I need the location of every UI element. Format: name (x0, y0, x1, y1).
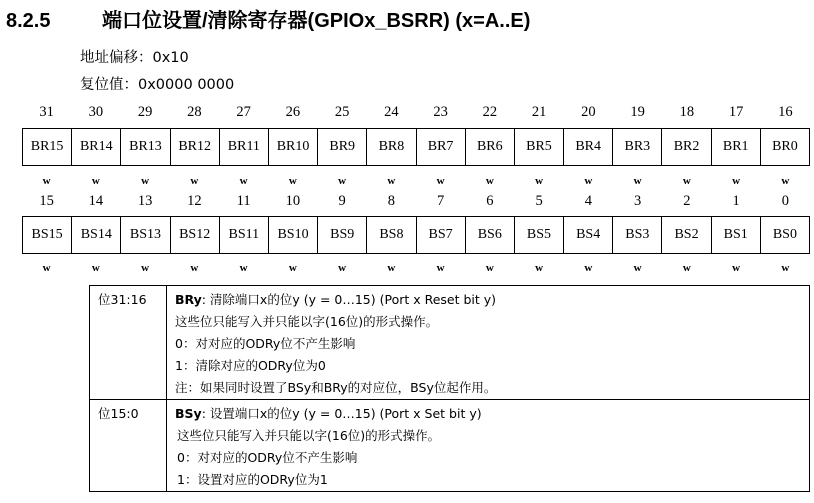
register-field: BR9 (317, 129, 366, 165)
bit-number: 27 (236, 104, 251, 120)
register-field: BS15 (31, 227, 63, 242)
description-title (175, 403, 809, 425)
access-type: w (239, 175, 248, 187)
access-type: w (436, 262, 445, 274)
register-field: BR11 (219, 129, 268, 165)
section-title: 端口位设置/清除寄存器(GPIOx_BSRR) (x=A..E) (102, 10, 531, 32)
access-type: w (633, 175, 642, 187)
access-type: w (91, 262, 100, 274)
register-field: BR3 (612, 129, 661, 165)
high-bit-numbers (22, 104, 810, 121)
access-type: w (288, 175, 297, 187)
register-field: BR1 (711, 129, 760, 165)
access-type: w (732, 175, 741, 187)
field-name: BRy (175, 292, 202, 307)
bit-number: 3 (634, 193, 642, 209)
bit-number: 18 (679, 104, 695, 120)
bit-number: 26 (285, 104, 301, 120)
bit-number: 22 (482, 104, 498, 120)
register-field: BR14 (71, 129, 120, 165)
register-field: BS4 (563, 217, 612, 253)
bit-number: 6 (486, 193, 494, 209)
access-type: w (42, 262, 51, 274)
register-field: BR8 (366, 129, 415, 165)
access-type: w (732, 262, 741, 274)
register-field: BS9 (317, 217, 366, 253)
high-access-types (22, 175, 810, 187)
bit-number: 4 (584, 193, 592, 209)
description-title (175, 289, 809, 311)
bit-number: 14 (88, 193, 104, 209)
description-line: 这些位只能写入并只能以字(16位)的形式操作。 (175, 314, 439, 329)
bit-number: 5 (535, 193, 543, 209)
access-type: w (91, 175, 100, 187)
register-field: BR13 (120, 129, 169, 165)
description-note: 注：如果同时设置了BSy和BRy的对应位，BSy位起作用。 (175, 380, 497, 395)
access-type: w (190, 175, 199, 187)
access-type: w (781, 175, 790, 187)
access-type: w (535, 262, 544, 274)
access-type: w (633, 262, 642, 274)
access-type: w (141, 175, 150, 187)
bit-range-label: 位15:0 (90, 400, 167, 491)
register-field: BR12 (170, 129, 219, 165)
access-type: w (338, 175, 347, 187)
bit-number: 17 (728, 104, 744, 120)
access-type: w (485, 262, 494, 274)
access-type: w (141, 262, 150, 274)
bit-number: 25 (334, 104, 350, 120)
description-body (167, 400, 809, 491)
register-field: BS6 (465, 217, 514, 253)
register-field: BS12 (170, 217, 219, 253)
bit-number: 10 (285, 193, 301, 209)
access-type: w (387, 262, 396, 274)
bit-description-table (89, 285, 810, 492)
section-number: 8.2.5 (6, 10, 51, 32)
section-heading (6, 4, 530, 33)
description-row-bs (90, 399, 809, 491)
bit-number: 15 (39, 193, 54, 209)
register-field: BS8 (366, 217, 415, 253)
bit-number: 2 (683, 193, 691, 209)
low-bit-numbers (22, 193, 810, 210)
register-field: BR4 (563, 129, 612, 165)
reset-value: 复位值：0x0000 0000 (80, 77, 235, 93)
register-field: BR15 (30, 139, 64, 154)
access-type: w (338, 262, 347, 274)
description-body (167, 286, 809, 399)
access-type: w (239, 262, 248, 274)
bit-number: 23 (433, 104, 448, 120)
description-line: 1：清除对应的ODRy位为0 (175, 358, 326, 373)
bit-number: 11 (236, 193, 251, 209)
access-type: w (535, 175, 544, 187)
register-field: BR6 (465, 129, 514, 165)
bit-number: 21 (531, 104, 547, 120)
field-name: BSy (175, 406, 202, 421)
register-field: BR5 (514, 129, 563, 165)
bit-number: 31 (39, 104, 54, 120)
register-field: BS13 (120, 217, 169, 253)
register-field: BS0 (760, 217, 809, 253)
access-type: w (436, 175, 445, 187)
register-field: BS2 (661, 217, 710, 253)
high-register-fields (22, 128, 810, 166)
register-field: BS11 (219, 217, 268, 253)
access-type: w (682, 175, 691, 187)
access-type: w (781, 262, 790, 274)
register-field: BS5 (514, 217, 563, 253)
bit-range-label: 位31:16 (90, 286, 167, 399)
low-register-fields (22, 216, 810, 254)
field-title: : 清除端口x的位y (y = 0…15) (Port x Reset bit y) (201, 292, 497, 307)
access-type: w (387, 175, 396, 187)
register-field: BR7 (416, 129, 465, 165)
bit-number: 8 (387, 193, 395, 209)
bit-number: 13 (137, 193, 153, 209)
bit-number: 7 (437, 193, 445, 209)
access-type: w (288, 262, 297, 274)
field-title: : 设置端口x的位y (y = 0…15) (Port x Set bit y) (201, 406, 482, 421)
bit-number: 20 (581, 104, 596, 120)
bit-number: 1 (732, 193, 740, 209)
description-row-br (90, 286, 809, 399)
bit-number: 30 (88, 104, 104, 120)
access-type: w (485, 175, 494, 187)
description-line: 这些位只能写入并只能以字(16位)的形式操作。 (177, 428, 441, 443)
bit-number: 28 (187, 104, 202, 120)
access-type: w (682, 262, 691, 274)
register-field: BR10 (268, 129, 317, 165)
register-field: BS3 (612, 217, 661, 253)
bit-number: 0 (781, 193, 789, 209)
bit-number: 9 (338, 193, 346, 209)
bit-number: 29 (137, 104, 153, 120)
bit-number: 12 (187, 193, 202, 209)
description-line: 0：对对应的ODRy位不产生影响 (177, 450, 358, 465)
bit-number: 19 (630, 104, 645, 120)
low-access-types (22, 262, 810, 274)
access-type: w (584, 175, 593, 187)
bit-number: 24 (384, 104, 399, 120)
access-type: w (42, 175, 51, 187)
register-field: BR2 (661, 129, 710, 165)
register-field: BS14 (71, 217, 120, 253)
register-field: BS10 (268, 217, 317, 253)
address-offset: 地址偏移：0x10 (80, 50, 189, 66)
register-field: BS7 (416, 217, 465, 253)
description-line: 0：对对应的ODRy位不产生影响 (175, 336, 356, 351)
bit-number: 16 (778, 104, 793, 120)
access-type: w (584, 262, 593, 274)
access-type: w (190, 262, 199, 274)
register-field: BR0 (760, 129, 809, 165)
register-field: BS1 (711, 217, 760, 253)
description-line: 1：设置对应的ODRy位为1 (177, 472, 328, 487)
